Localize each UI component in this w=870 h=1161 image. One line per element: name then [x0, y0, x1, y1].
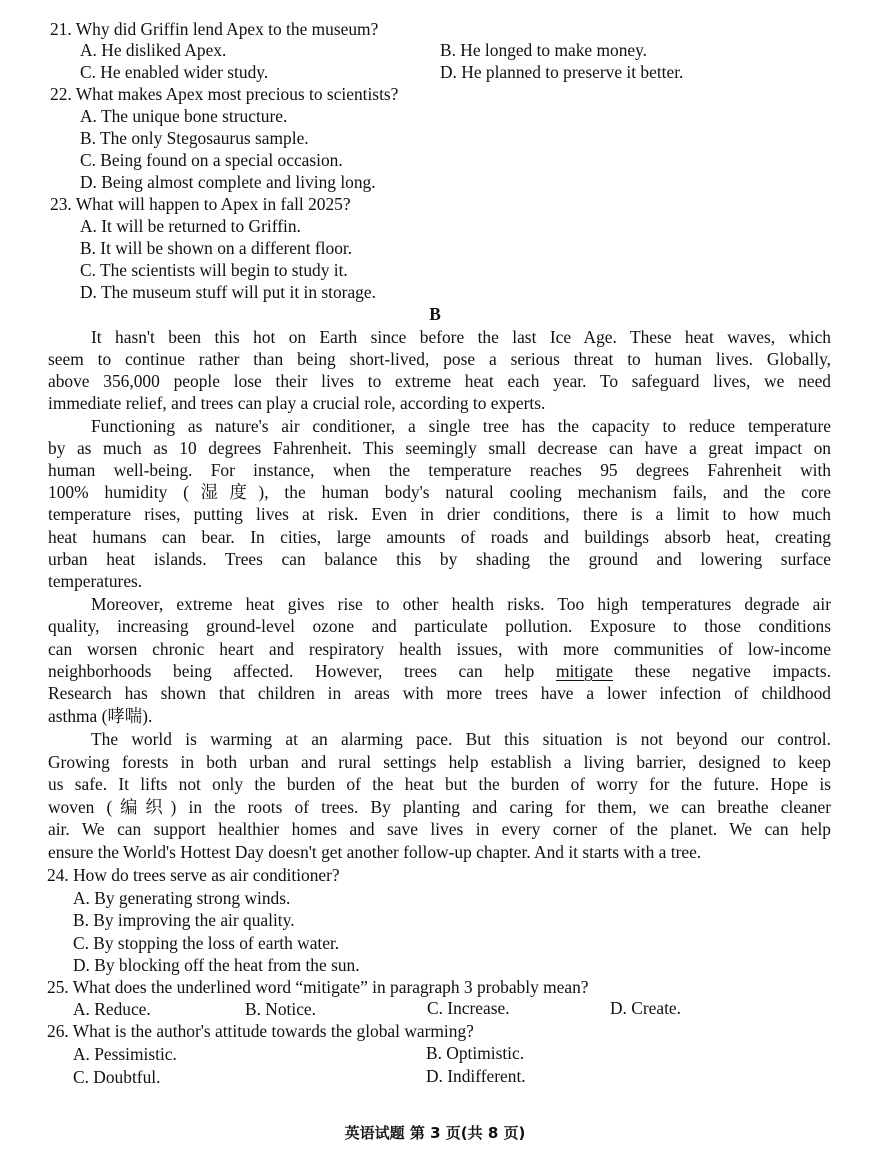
paragraph-2-line: Functioning as nature's air conditioner, a single tree has the capacity to reduce temperature — [91, 416, 831, 436]
question-21-stem: 21. Why did Griffin lend Apex to the museum? — [50, 19, 379, 39]
question-21-option-d: D. He planned to preserve it better. — [440, 62, 684, 82]
paragraph-2-line: by as much as 10 degrees Fahrenheit. This seemingly small decrease can have a great impact on — [48, 438, 831, 458]
question-25-stem: 25. What does the underlined word “mitigate” in paragraph 3 probably mean? — [47, 977, 589, 997]
paragraph-3-line: Moreover, extreme heat gives rise to other health risks. Too high temperatures degrade air — [91, 594, 831, 614]
paragraph-4-line: us safe. It lifts not only the burden of the heat but the burden of worry for the future. Hope is — [48, 774, 831, 794]
paragraph-1-line: seem to continue rather than being short-lived, pose a serious threat to human lives. Globally, — [48, 349, 831, 369]
question-26-option-d: D. Indifferent. — [426, 1066, 526, 1086]
question-26-option-a: A. Pessimistic. — [73, 1044, 177, 1064]
question-22-option-c: C. Being found on a special occasion. — [80, 150, 343, 170]
question-24-option-b: B. By improving the air quality. — [73, 910, 295, 930]
question-23-option-a: A. It will be returned to Griffin. — [80, 216, 301, 236]
paragraph-4-line: Growing forests in both urban and rural settings help establish a living barrier, designed to keep — [48, 752, 831, 772]
question-25-option-c: C. Increase. — [427, 998, 510, 1018]
question-23-option-c: C. The scientists will begin to study it. — [80, 260, 348, 280]
question-23-option-b: B. It will be shown on a different floor. — [80, 238, 353, 258]
paragraph-4-line: air. We can support healthier homes and save lives in every corner of the planet. We can help — [48, 819, 831, 839]
question-24-option-a: A. By generating strong winds. — [73, 888, 291, 908]
paragraph-4-line: ensure the World's Hottest Day doesn't get another follow-up chapter. And it starts with a tree. — [48, 842, 702, 862]
paragraph-1-line: above 356,000 people lose their lives to extreme heat each year. To safeguard lives, we need — [48, 371, 831, 391]
paragraph-2-line: human well-being. For instance, when the temperature reaches 95 degrees Fahrenheit with — [48, 460, 831, 480]
paragraph-2-line: temperatures. — [48, 571, 143, 591]
question-22-stem: 22. What makes Apex most precious to scientists? — [50, 84, 399, 104]
paragraph-4-line: The world is warming at an alarming pace. But this situation is not beyond our control. — [91, 729, 831, 749]
paragraph-1-line: It hasn't been this hot on Earth since before the last Ice Age. These heat waves, which — [91, 327, 831, 347]
question-24-stem: 24. How do trees serve as air conditioner? — [47, 865, 340, 885]
page-footer: 英语试题 第 3 页(共 8 页) — [344, 1124, 526, 1142]
paragraph-3-text-before: neighborhoods being affected. However, trees can help — [48, 661, 556, 681]
paragraph-1-line: immediate relief, and trees can play a crucial role, according to experts. — [48, 393, 546, 413]
paragraph-3-line-with-underline — [48, 660, 831, 682]
paragraph-2-line: urban heat islands. Trees can balance this by shading the ground and lowering surface — [48, 549, 831, 569]
section-heading: B — [429, 304, 441, 324]
question-21-option-a: A. He disliked Apex. — [80, 40, 227, 60]
paragraph-3-line: quality, increasing ground-level ozone and particulate pollution. Exposure to those conditions — [48, 616, 831, 636]
question-26-stem: 26. What is the author's attitude towards the global warming? — [47, 1021, 474, 1041]
question-25-option-a: A. Reduce. — [73, 999, 151, 1019]
question-22-option-b: B. The only Stegosaurus sample. — [80, 128, 309, 148]
paragraph-3-line: asthma (哮喘). — [48, 706, 153, 726]
paragraph-3-line: can worsen chronic heart and respiratory health issues, with more communities of low-income — [48, 639, 831, 659]
paragraph-2-line: heat humans can bear. In cities, large amounts of roads and buildings absorb heat, creating — [48, 527, 831, 547]
question-24-option-c: C. By stopping the loss of earth water. — [73, 933, 340, 953]
paragraph-2-line: 100% humidity (湿度), the human body's natural cooling mechanism fails, and the core — [48, 482, 831, 502]
paragraph-3-line: Research has shown that children in areas with more trees have a lower infection of childhood — [48, 683, 831, 703]
question-26-option-c: C. Doubtful. — [73, 1067, 161, 1087]
underlined-word-mitigate: mitigate — [555, 661, 613, 681]
question-25-option-b: B. Notice. — [245, 999, 316, 1019]
question-25-option-d: D. Create. — [610, 998, 681, 1018]
question-22-option-d: D. Being almost complete and living long. — [80, 172, 376, 192]
question-24-option-d: D. By blocking off the heat from the sun. — [73, 955, 360, 975]
question-26-option-b: B. Optimistic. — [426, 1043, 525, 1063]
question-22-option-a: A. The unique bone structure. — [80, 106, 288, 126]
paragraph-4-line: woven (编织) in the roots of trees. By planting and caring for them, we can breathe cleaner — [48, 797, 831, 817]
question-23-stem: 23. What will happen to Apex in fall 2025? — [50, 194, 351, 214]
question-21-option-b: B. He longed to make money. — [440, 40, 648, 60]
paragraph-2-line: temperature rises, putting lives at risk. Even in drier conditions, there is a limit to how much — [48, 504, 831, 524]
question-21-option-c: C. He enabled wider study. — [80, 62, 269, 82]
question-23-option-d: D. The museum stuff will put it in storage. — [80, 282, 376, 302]
paragraph-3-text-after: these negative impacts. — [612, 661, 831, 681]
